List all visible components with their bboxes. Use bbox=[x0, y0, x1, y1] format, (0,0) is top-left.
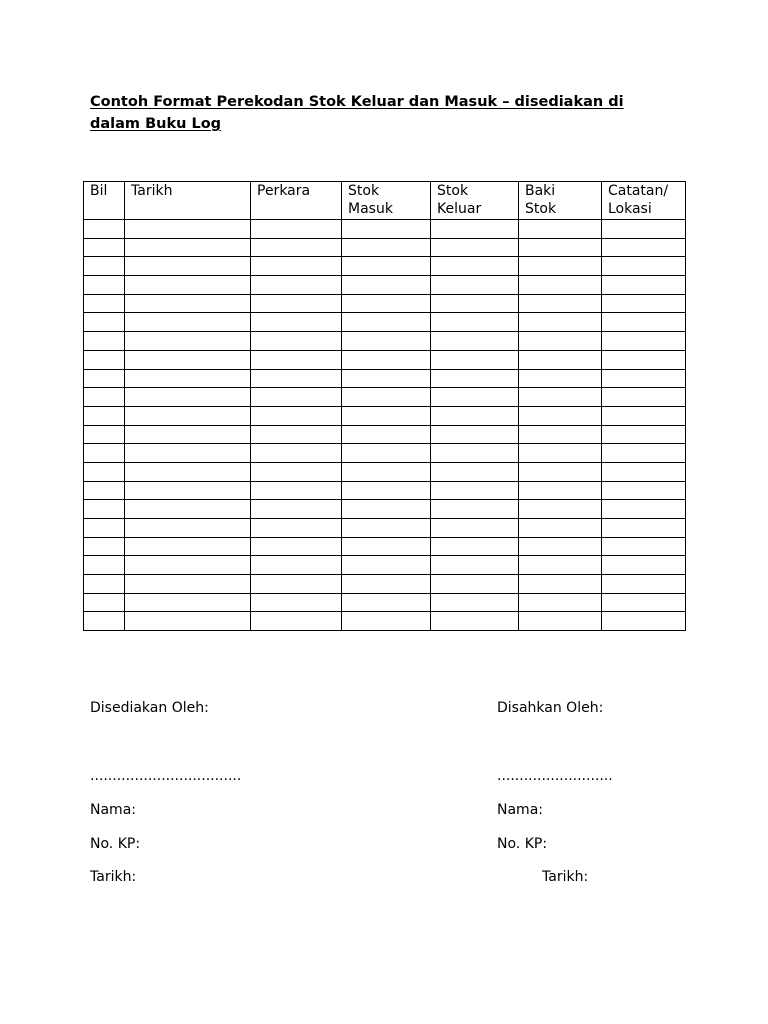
table-cell bbox=[125, 593, 251, 612]
table-cell bbox=[251, 500, 342, 519]
table-cell bbox=[251, 575, 342, 594]
table-cell bbox=[251, 388, 342, 407]
table-cell bbox=[342, 276, 431, 295]
table-cell bbox=[431, 556, 519, 575]
table-cell bbox=[125, 500, 251, 519]
prepared-by-signature-line: .................................. bbox=[90, 768, 242, 784]
table-cell bbox=[519, 313, 602, 332]
table-cell bbox=[125, 388, 251, 407]
table-cell bbox=[342, 537, 431, 556]
column-header-perkara: Perkara bbox=[251, 182, 342, 220]
column-header-catatan-lokasi: Catatan/ Lokasi bbox=[602, 182, 686, 220]
document-title-line-1: Contoh Format Perekodan Stok Keluar dan Masuk – disediakan di bbox=[90, 94, 624, 110]
table-cell bbox=[431, 406, 519, 425]
table-cell bbox=[84, 332, 125, 351]
table-cell bbox=[342, 388, 431, 407]
table-cell bbox=[125, 462, 251, 481]
table-cell bbox=[602, 388, 686, 407]
table-cell bbox=[342, 462, 431, 481]
table-cell bbox=[125, 313, 251, 332]
table-cell bbox=[519, 462, 602, 481]
table-cell bbox=[84, 519, 125, 538]
table-cell bbox=[251, 425, 342, 444]
table-cell bbox=[431, 257, 519, 276]
table-header-row bbox=[84, 182, 686, 220]
table-body bbox=[84, 220, 686, 631]
table-cell bbox=[125, 481, 251, 500]
table-cell bbox=[342, 238, 431, 257]
table-cell bbox=[519, 238, 602, 257]
table-cell bbox=[519, 444, 602, 463]
table-cell bbox=[602, 350, 686, 369]
table-row bbox=[84, 462, 686, 481]
table-cell bbox=[342, 406, 431, 425]
table-cell bbox=[519, 500, 602, 519]
table-cell bbox=[84, 462, 125, 481]
column-header-bil: Bil bbox=[84, 182, 125, 220]
prepared-by-date-label: Tarikh: bbox=[90, 869, 137, 885]
table-cell bbox=[431, 276, 519, 295]
approved-by-ic-label: No. KP: bbox=[497, 836, 548, 852]
table-cell bbox=[251, 369, 342, 388]
table-cell bbox=[84, 444, 125, 463]
table-cell bbox=[251, 406, 342, 425]
table-cell bbox=[342, 350, 431, 369]
table-cell bbox=[84, 276, 125, 295]
table-row bbox=[84, 257, 686, 276]
table-cell bbox=[251, 481, 342, 500]
table-row bbox=[84, 612, 686, 631]
table-cell bbox=[519, 425, 602, 444]
prepared-by-ic-label: No. KP: bbox=[90, 836, 141, 852]
table-cell bbox=[125, 238, 251, 257]
table-row bbox=[84, 556, 686, 575]
table-cell bbox=[125, 519, 251, 538]
table-cell bbox=[342, 556, 431, 575]
table-cell bbox=[519, 276, 602, 295]
table-cell bbox=[84, 257, 125, 276]
table-cell bbox=[84, 537, 125, 556]
table-cell bbox=[84, 500, 125, 519]
table-row bbox=[84, 220, 686, 239]
table-cell bbox=[431, 612, 519, 631]
table-cell bbox=[602, 257, 686, 276]
table-cell bbox=[84, 350, 125, 369]
table-cell bbox=[342, 500, 431, 519]
table-cell bbox=[342, 313, 431, 332]
table-cell bbox=[342, 575, 431, 594]
table-row bbox=[84, 332, 686, 351]
table-cell bbox=[431, 332, 519, 351]
table-cell bbox=[251, 537, 342, 556]
table-row bbox=[84, 575, 686, 594]
table-cell bbox=[251, 556, 342, 575]
table-cell bbox=[125, 220, 251, 239]
table-cell bbox=[342, 257, 431, 276]
table-cell bbox=[519, 388, 602, 407]
table-cell bbox=[431, 369, 519, 388]
table-cell bbox=[84, 556, 125, 575]
table-cell bbox=[251, 238, 342, 257]
table-cell bbox=[602, 481, 686, 500]
table-cell bbox=[125, 294, 251, 313]
table-cell bbox=[84, 369, 125, 388]
table-cell bbox=[519, 257, 602, 276]
table-cell bbox=[602, 575, 686, 594]
approved-by-date-label: Tarikh: bbox=[542, 869, 589, 885]
table-cell bbox=[431, 500, 519, 519]
table-cell bbox=[84, 238, 125, 257]
table-cell bbox=[251, 313, 342, 332]
table-cell bbox=[84, 612, 125, 631]
table-row bbox=[84, 369, 686, 388]
table-row bbox=[84, 238, 686, 257]
table-cell bbox=[602, 537, 686, 556]
table-cell bbox=[431, 220, 519, 239]
table-cell bbox=[125, 575, 251, 594]
table-cell bbox=[342, 444, 431, 463]
table-cell bbox=[519, 519, 602, 538]
column-header-stok-keluar: Stok Keluar bbox=[431, 182, 519, 220]
table-row bbox=[84, 537, 686, 556]
table-cell bbox=[602, 500, 686, 519]
table-cell bbox=[342, 612, 431, 631]
table-cell bbox=[519, 350, 602, 369]
table-cell bbox=[602, 220, 686, 239]
table-cell bbox=[602, 556, 686, 575]
table-cell bbox=[602, 612, 686, 631]
table-cell bbox=[251, 593, 342, 612]
table-cell bbox=[342, 481, 431, 500]
table-cell bbox=[602, 369, 686, 388]
table-cell bbox=[602, 444, 686, 463]
table-cell bbox=[125, 350, 251, 369]
table-cell bbox=[431, 238, 519, 257]
table-cell bbox=[342, 425, 431, 444]
table-cell bbox=[602, 406, 686, 425]
table-row bbox=[84, 388, 686, 407]
table-cell bbox=[342, 294, 431, 313]
table-row bbox=[84, 350, 686, 369]
approved-by-name-label: Nama: bbox=[497, 802, 543, 818]
table-cell bbox=[84, 388, 125, 407]
table-row bbox=[84, 519, 686, 538]
table-cell bbox=[431, 313, 519, 332]
table-cell bbox=[125, 537, 251, 556]
table-row bbox=[84, 444, 686, 463]
table-cell bbox=[251, 444, 342, 463]
table-cell bbox=[84, 425, 125, 444]
table-cell bbox=[342, 519, 431, 538]
table-cell bbox=[519, 612, 602, 631]
table-cell bbox=[519, 575, 602, 594]
table-cell bbox=[431, 388, 519, 407]
table-row bbox=[84, 481, 686, 500]
table-cell bbox=[342, 593, 431, 612]
table-cell bbox=[84, 593, 125, 612]
table-cell bbox=[342, 220, 431, 239]
table-cell bbox=[602, 332, 686, 351]
table-cell bbox=[519, 369, 602, 388]
table-cell bbox=[431, 575, 519, 594]
table-cell bbox=[125, 444, 251, 463]
table-cell bbox=[125, 257, 251, 276]
table-row bbox=[84, 500, 686, 519]
table-cell bbox=[602, 276, 686, 295]
table-cell bbox=[251, 519, 342, 538]
table-cell bbox=[125, 276, 251, 295]
table-cell bbox=[84, 481, 125, 500]
table-cell bbox=[342, 369, 431, 388]
table-cell bbox=[125, 332, 251, 351]
table-cell bbox=[602, 593, 686, 612]
table-cell bbox=[125, 406, 251, 425]
table-cell bbox=[251, 294, 342, 313]
table-cell bbox=[431, 537, 519, 556]
table-cell bbox=[431, 593, 519, 612]
table-cell bbox=[431, 444, 519, 463]
table-cell bbox=[125, 425, 251, 444]
table-cell bbox=[125, 612, 251, 631]
table-cell bbox=[251, 257, 342, 276]
table-cell bbox=[84, 220, 125, 239]
table-cell bbox=[519, 481, 602, 500]
table-row bbox=[84, 294, 686, 313]
document-title bbox=[90, 91, 670, 135]
column-header-baki-stok: Baki Stok bbox=[519, 182, 602, 220]
table-cell bbox=[431, 425, 519, 444]
table-cell bbox=[342, 332, 431, 351]
table-cell bbox=[519, 537, 602, 556]
column-header-tarikh: Tarikh bbox=[125, 182, 251, 220]
table-cell bbox=[519, 332, 602, 351]
table-cell bbox=[431, 294, 519, 313]
table-cell bbox=[519, 220, 602, 239]
table-cell bbox=[602, 238, 686, 257]
table-cell bbox=[251, 462, 342, 481]
table-cell bbox=[84, 406, 125, 425]
table-cell bbox=[84, 294, 125, 313]
table-cell bbox=[602, 462, 686, 481]
table-cell bbox=[519, 556, 602, 575]
table-row bbox=[84, 276, 686, 295]
table-row bbox=[84, 593, 686, 612]
table-cell bbox=[84, 575, 125, 594]
approved-by-signature-line: .......................... bbox=[497, 768, 613, 784]
approved-by-heading: Disahkan Oleh: bbox=[497, 700, 604, 716]
table-cell bbox=[251, 220, 342, 239]
table-cell bbox=[251, 612, 342, 631]
table-cell bbox=[431, 519, 519, 538]
table-cell bbox=[602, 313, 686, 332]
document-title-line-2: dalam Buku Log bbox=[90, 116, 222, 132]
table-cell bbox=[251, 276, 342, 295]
table-cell bbox=[602, 294, 686, 313]
table-cell bbox=[519, 593, 602, 612]
column-header-stok-masuk: Stok Masuk bbox=[342, 182, 431, 220]
table-cell bbox=[431, 481, 519, 500]
table-row bbox=[84, 406, 686, 425]
table-cell bbox=[125, 556, 251, 575]
stock-record-table bbox=[83, 181, 686, 631]
prepared-by-name-label: Nama: bbox=[90, 802, 136, 818]
table-cell bbox=[602, 425, 686, 444]
table-cell bbox=[431, 462, 519, 481]
table-row bbox=[84, 425, 686, 444]
table-cell bbox=[519, 406, 602, 425]
table-cell bbox=[251, 350, 342, 369]
table-cell bbox=[602, 519, 686, 538]
table-cell bbox=[84, 313, 125, 332]
prepared-by-heading: Disediakan Oleh: bbox=[90, 700, 209, 716]
table-cell bbox=[251, 332, 342, 351]
table-cell bbox=[519, 294, 602, 313]
table-cell bbox=[431, 350, 519, 369]
table-row bbox=[84, 313, 686, 332]
table-cell bbox=[125, 369, 251, 388]
